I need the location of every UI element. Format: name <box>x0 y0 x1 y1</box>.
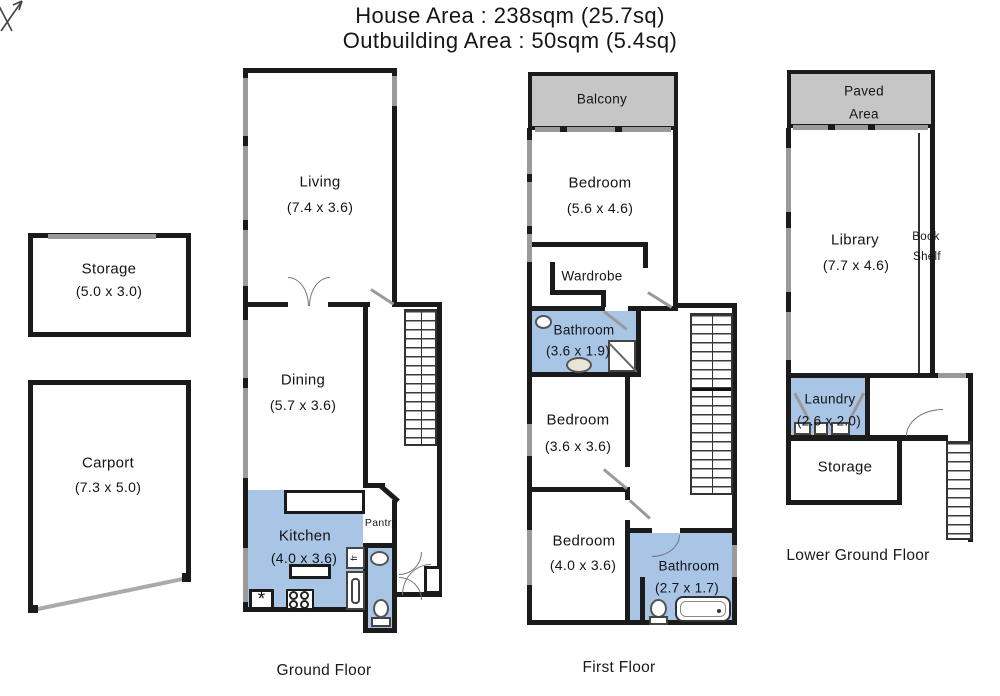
bathroom2-dims: (2.7 x 1.7) <box>654 580 720 596</box>
dishwasher <box>249 589 274 610</box>
window <box>243 146 248 220</box>
wall <box>28 380 191 385</box>
kitchen-dims: (4.0 x 3.6) <box>270 550 338 566</box>
fridge <box>346 547 365 569</box>
paved-area-label-1: Paved <box>844 83 884 99</box>
dining-label: Dining <box>280 371 326 389</box>
burner-icon <box>300 591 309 600</box>
wardrobe-label: Wardrobe <box>561 268 623 284</box>
wall <box>786 500 902 505</box>
door-arc <box>906 409 943 436</box>
bathroom1-dims: (3.6 x 1.9) <box>545 343 611 359</box>
burner-icon <box>289 600 298 609</box>
toilet-tank <box>371 617 391 627</box>
wall <box>363 628 397 633</box>
window-mullion <box>828 125 835 130</box>
wall <box>186 380 191 580</box>
wc-basin <box>370 551 389 566</box>
wardrobe-wall <box>601 290 606 307</box>
wall <box>363 307 368 485</box>
wall <box>625 492 630 500</box>
bedroom3-dims: (4.0 x 3.6) <box>549 557 617 573</box>
wardrobe-wall <box>550 290 606 295</box>
window <box>535 127 671 132</box>
carport-gate <box>33 576 188 612</box>
window <box>938 373 966 378</box>
bedroom1-label: Bedroom <box>568 174 632 192</box>
door-leaf <box>629 499 651 519</box>
stair-rail <box>712 315 714 493</box>
gate-post <box>30 605 38 613</box>
wall <box>673 303 737 308</box>
window <box>732 545 737 577</box>
storage-room-dims: (5.0 x 3.0) <box>75 283 143 299</box>
window <box>527 140 532 174</box>
ground-floor-caption: Ground Floor <box>276 662 372 679</box>
kitchen-label: Kitchen <box>278 527 332 545</box>
bookshelf-label-2: Shelf <box>913 251 941 263</box>
window <box>243 230 248 286</box>
bedroom1-dims: (5.6 x 4.6) <box>566 200 634 216</box>
living-dims: (7.4 x 3.6) <box>286 199 354 215</box>
window <box>793 125 928 130</box>
window <box>243 548 248 602</box>
drain-icon <box>717 609 721 613</box>
window <box>527 182 532 226</box>
wall <box>865 378 870 440</box>
library-dims: (7.7 x 4.6) <box>822 257 890 273</box>
wall <box>527 372 641 377</box>
window-mullion <box>868 125 875 130</box>
window <box>243 320 248 378</box>
stairs <box>404 309 437 446</box>
kitchen-sink <box>346 571 365 610</box>
basin-icon <box>566 357 592 373</box>
bathroom1-label: Bathroom <box>553 322 615 338</box>
wall <box>625 520 630 625</box>
storage-room-label: Storage <box>81 260 137 278</box>
bookshelf-label-1: Book <box>912 231 940 243</box>
burner-icon <box>289 591 298 600</box>
carport-dims: (7.3 x 5.0) <box>74 479 142 495</box>
bathtub <box>675 596 731 622</box>
bedroom2-label: Bedroom <box>546 411 610 429</box>
gate-post <box>182 573 191 582</box>
wall <box>527 487 630 492</box>
wardrobe-wall <box>530 242 648 247</box>
laundry-dims: (2.6 x 2.0) <box>796 413 862 429</box>
stairs <box>946 441 972 540</box>
fridge-label: fr <box>348 555 359 561</box>
toilet-bowl <box>373 599 389 618</box>
window <box>243 388 248 478</box>
wall <box>680 528 737 533</box>
dishwasher-symbol: * <box>257 589 266 610</box>
wall <box>640 577 645 625</box>
library-label: Library <box>831 231 879 249</box>
window <box>243 78 248 136</box>
stairs <box>690 313 733 495</box>
burner-icon <box>300 600 309 609</box>
sink-bowl <box>351 578 360 604</box>
wall <box>673 128 678 308</box>
door-arc <box>309 277 330 306</box>
lower-storage-label: Storage <box>817 458 873 476</box>
wall <box>636 311 641 377</box>
entry-side-panel <box>424 566 442 594</box>
window <box>527 234 532 262</box>
bathroom2-label: Bathroom <box>658 558 720 574</box>
window <box>786 148 791 212</box>
wall <box>630 528 652 533</box>
wardrobe-wall <box>643 242 648 268</box>
wall <box>437 302 442 597</box>
wall <box>392 302 442 307</box>
kitchen-bench <box>284 490 365 514</box>
laundry-label: Laundry <box>804 391 856 407</box>
first-floor-caption: First Floor <box>582 659 656 676</box>
bedroom2-dims: (3.6 x 3.6) <box>544 438 612 454</box>
balcony-label: Balcony <box>576 91 628 107</box>
carport-label: Carport <box>81 454 135 472</box>
bedroom3-label: Bedroom <box>552 532 616 550</box>
wall <box>392 548 397 633</box>
lower-ground-caption: Lower Ground Floor <box>786 547 930 564</box>
wall <box>897 441 902 505</box>
window <box>527 530 532 585</box>
window <box>786 228 791 292</box>
stair-rail <box>421 311 423 444</box>
dining-dims: (5.7 x 3.6) <box>269 397 337 413</box>
toilet-tank <box>649 616 668 625</box>
outbuilding-area-title: Outbuilding Area : 50sqm (5.4sq) <box>342 28 678 53</box>
window <box>527 424 532 456</box>
wall <box>243 68 397 73</box>
wall <box>625 377 630 467</box>
window <box>392 76 397 106</box>
house-area-title: House Area : 238sqm (25.7sq) <box>355 3 665 28</box>
stair-landing <box>692 388 731 391</box>
living-label: Living <box>299 173 341 191</box>
storage-gate-window <box>48 234 156 239</box>
sink-icon <box>535 315 552 329</box>
page-title <box>190 3 830 53</box>
wall <box>527 306 605 311</box>
north-arrow-icon <box>0 0 26 34</box>
kitchen-island <box>289 564 331 579</box>
window-mullion <box>560 127 567 132</box>
door-arc <box>288 277 309 306</box>
wall <box>243 302 288 307</box>
pantry-label: Pantry <box>364 517 398 529</box>
window-mullion <box>615 127 622 132</box>
door-leaf <box>370 288 394 305</box>
window <box>786 312 791 360</box>
wall <box>28 380 33 613</box>
paved-area-label-2: Area <box>849 106 879 122</box>
